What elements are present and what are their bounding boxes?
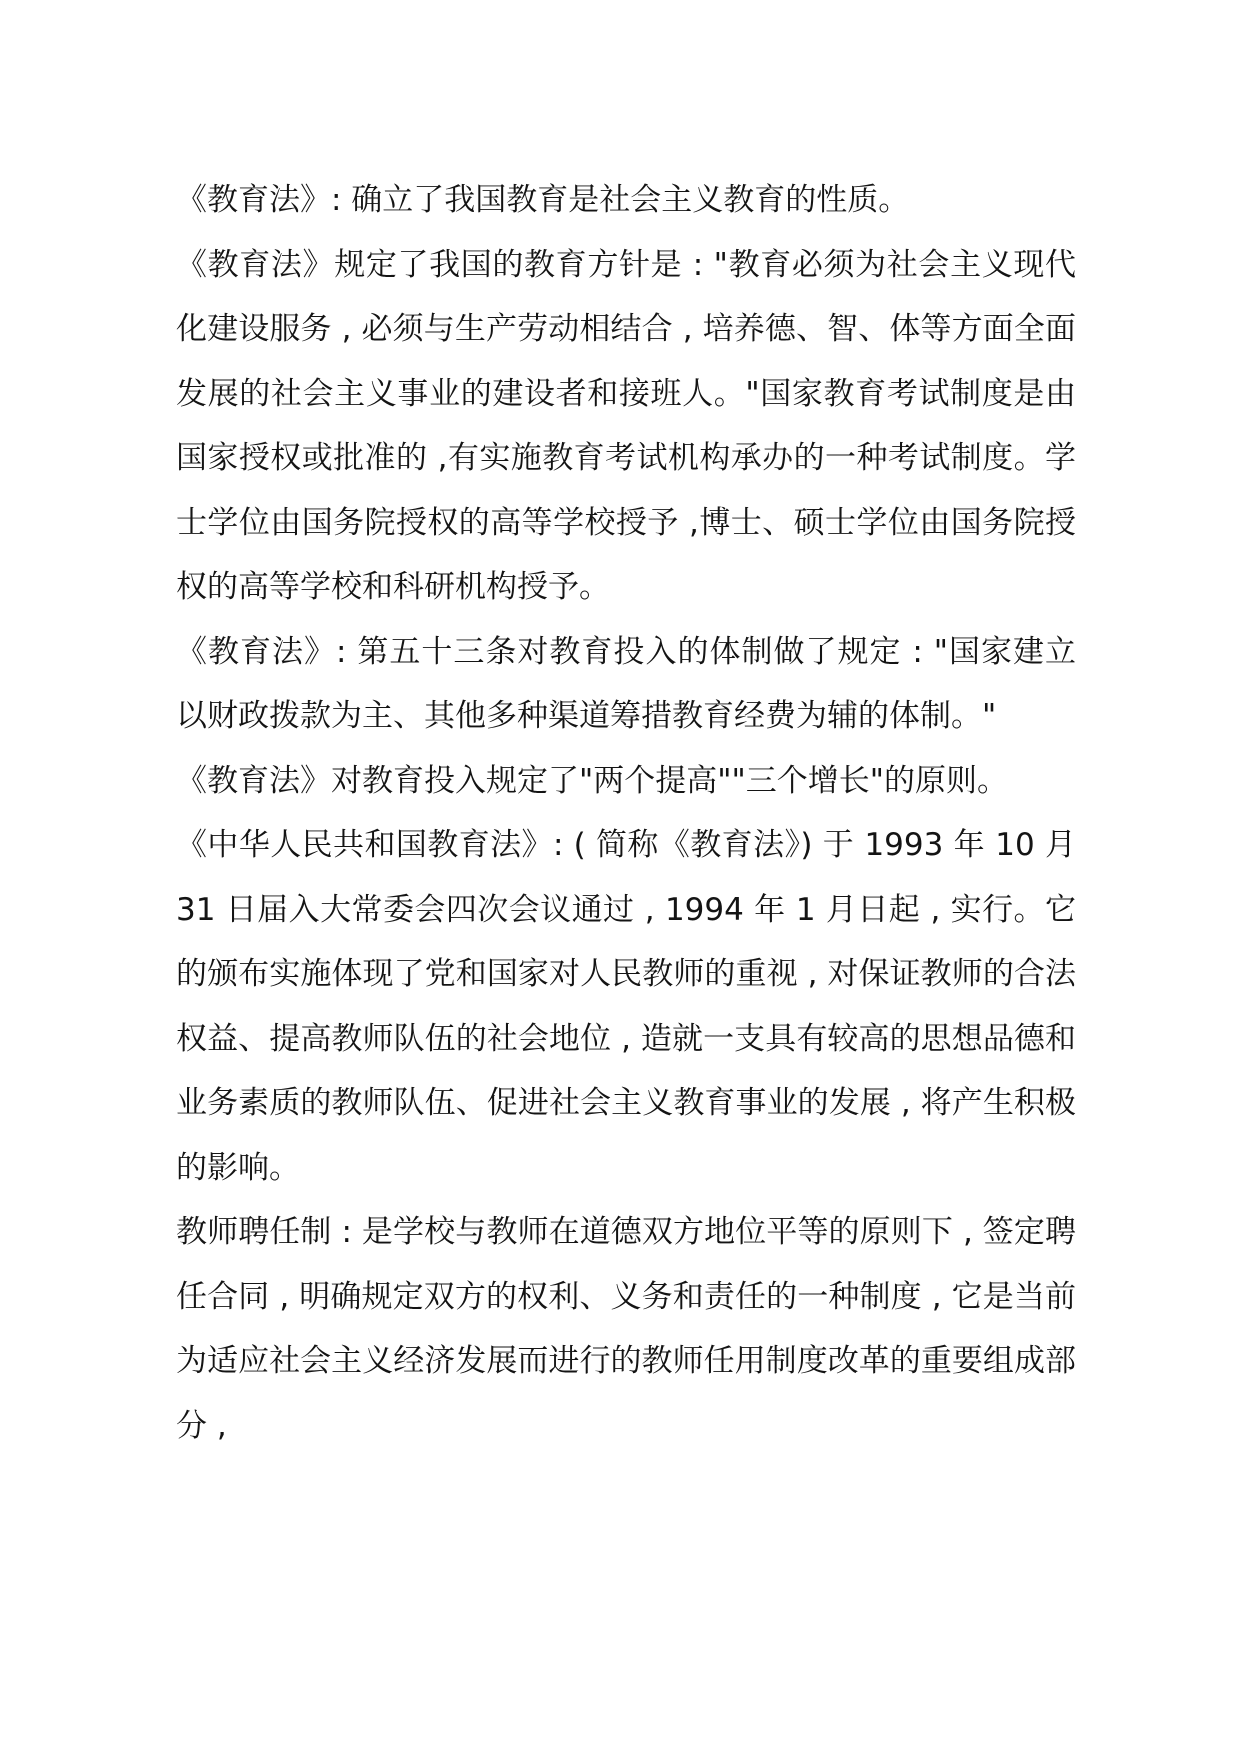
paragraph-education-investment-system: 《教育法》: 第五十三条对教育投入的体制做了规定 : "国家建立以财政拨款为主、其他多种渠道筹措教育经费为辅的体制。" bbox=[176, 633, 1076, 734]
paragraph-teacher-appointment-system: 教师聘任制 : 是学校与教师在道德双方地位平等的原则下 , 签定聘任合同 , 明确规定双方的权利、义务和责任的一种制度 , 它是当前为适应社会主义经济发展而进行的教师任用制度改革的重要组成部分 , bbox=[176, 1214, 1076, 1444]
paragraph-investment-principles: 《教育法》对教育投入规定了"两个提高""三个增长"的原则。 bbox=[176, 762, 1009, 799]
paragraph-education-policy: 《教育法》规定了我国的教育方针是 : "教育必须为社会主义现代化建设服务 , 必须与生产劳动相结合 , 培养德、智、体等方面全面发展的社会主义事业的建设者和接班人。"国家教育考试制度是由国家授权或批准的 ,有实施教育考试机构承办的一种考试制度。学士学位由国务院授权的高等学校授予 ,博士、硕士学位由国务院授权的高等学校和科研机构授予。 bbox=[176, 246, 1076, 605]
paragraph-education-law-nature: 《教育法》: 确立了我国教育是社会主义教育的性质。 bbox=[176, 182, 910, 218]
document-page bbox=[176, 168, 1076, 1458]
paragraph-education-law-enactment: 《中华人民共和国教育法》: ( 简称《教育法》) 于 1993 年 10 月 31 日届入大常委会四次会议通过 , 1994 年 1 月日起 , 实行。它的颁布实施体现了党和国家对人民教师的重视 , 对保证教师的合法权益、提高教师队伍的社会地位 , 造就一支具有较高的思想品德和业务素质的教师队伍、促进社会主义教育事业的发展 , 将产生积极的影响。 bbox=[176, 827, 1076, 1186]
